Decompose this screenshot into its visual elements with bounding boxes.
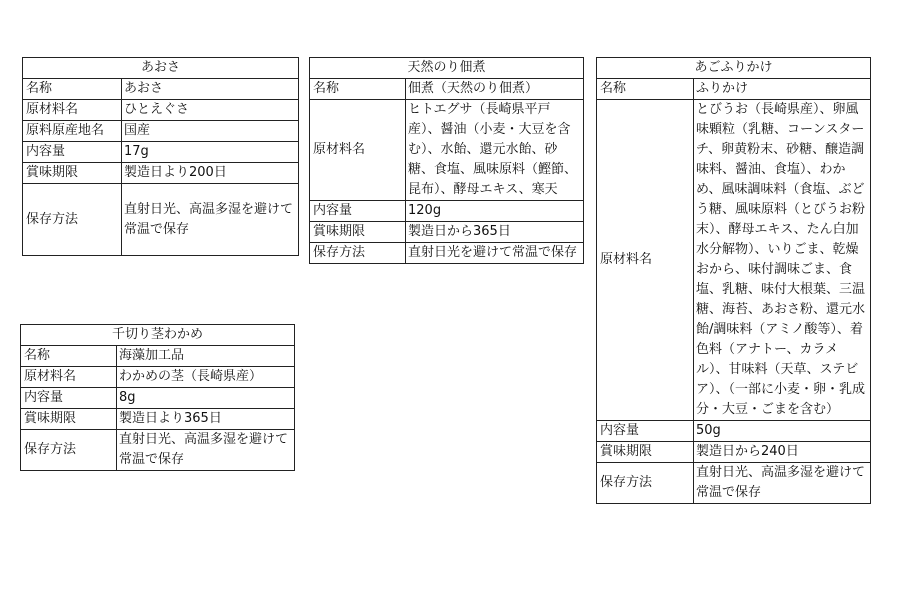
row-value: 製造日から240日	[694, 442, 871, 463]
row-label: 保存方法	[597, 463, 694, 504]
row-value: あおさ	[122, 79, 299, 100]
table-row	[310, 243, 584, 264]
row-value: ふりかけ	[694, 79, 871, 100]
row-value: 直射日光、高温多湿を避けて常温で保存	[694, 463, 871, 504]
row-value: 佃煮（天然のり佃煮）	[406, 79, 584, 100]
table-row	[23, 142, 299, 163]
row-value: 120g	[406, 201, 584, 222]
row-label: 原材料名	[21, 367, 117, 388]
row-value: 製造日から365日	[406, 222, 584, 243]
wakame-label-table	[20, 324, 295, 471]
table-title: あごふりかけ	[597, 58, 871, 79]
row-label: 保存方法	[21, 430, 117, 471]
table-row	[597, 463, 871, 504]
row-value: 国産	[122, 121, 299, 142]
table-row	[597, 442, 871, 463]
row-value: ヒトエグサ（長崎県平戸産）、醤油（小麦・大豆を含む）、水飴、還元水飴、砂糖、食塩、風味原料（鰹節、昆布）、酵母エキス、寒天	[406, 100, 584, 201]
row-label: 原材料名	[310, 100, 406, 201]
table-title: 千切り茎わかめ	[21, 325, 295, 346]
row-label: 賞味期限	[21, 409, 117, 430]
row-value: 製造日より200日	[122, 163, 299, 184]
row-value: 直射日光、高温多湿を避けて常温で保存	[122, 184, 299, 256]
table-row	[23, 79, 299, 100]
row-value: 海藻加工品	[117, 346, 295, 367]
row-value: ひとえぐさ	[122, 100, 299, 121]
table-title: あおさ	[23, 58, 299, 79]
row-value: 製造日より365日	[117, 409, 295, 430]
table-row	[21, 409, 295, 430]
row-label: 賞味期限	[597, 442, 694, 463]
row-value: 50g	[694, 421, 871, 442]
table-row	[21, 346, 295, 367]
row-label: 内容量	[597, 421, 694, 442]
ago-label-table	[596, 57, 871, 504]
row-value: 8g	[117, 388, 295, 409]
table-row	[597, 79, 871, 100]
row-label: 保存方法	[23, 184, 122, 256]
row-label: 名称	[21, 346, 117, 367]
row-label: 内容量	[310, 201, 406, 222]
row-value: 直射日光、高温多湿を避けて常温で保存	[117, 430, 295, 471]
row-label: 名称	[310, 79, 406, 100]
row-label: 名称	[23, 79, 122, 100]
row-value: とびうお（長崎県産）、卵風味顆粒（乳糖、コーンスターチ、卵黄粉末、砂糖、醸造調味料、醤油、食塩）、わかめ、風味調味料（食塩、ぶどう糖、風味原料（とびうお粉末）、酵母エキス、たん白加水分解物）、いりごま、乾燥おから、味付調味ごま、食塩、乳糖、味付大根葉、三温糖、海苔、あおさ粉、還元水飴/調味料（アミノ酸等）、着色料（アナトー、カラメル）、甘味料（天草、ステビア）、（一部に小麦・卵・乳成分・大豆・ごまを含む）	[694, 100, 871, 421]
row-label: 内容量	[21, 388, 117, 409]
row-label: 内容量	[23, 142, 122, 163]
table-row	[21, 367, 295, 388]
table-row	[597, 100, 871, 421]
nori-label-table	[309, 57, 584, 264]
table-row	[310, 79, 584, 100]
table-row	[21, 388, 295, 409]
table-row	[310, 201, 584, 222]
aosa-label-table	[22, 57, 299, 256]
row-label: 賞味期限	[23, 163, 122, 184]
row-label: 保存方法	[310, 243, 406, 264]
table-row	[23, 100, 299, 121]
table-row	[597, 421, 871, 442]
table-row	[310, 100, 584, 201]
table-row	[23, 163, 299, 184]
row-value: 17g	[122, 142, 299, 163]
table-row	[310, 222, 584, 243]
row-label: 原材料名	[597, 100, 694, 421]
row-label: 名称	[597, 79, 694, 100]
table-row	[23, 184, 299, 256]
row-label: 原材料名	[23, 100, 122, 121]
table-title: 天然のり佃煮	[310, 58, 584, 79]
row-label: 賞味期限	[310, 222, 406, 243]
row-value: 直射日光を避けて常温で保存	[406, 243, 584, 264]
row-label: 原料原産地名	[23, 121, 122, 142]
row-value: わかめの茎（長崎県産）	[117, 367, 295, 388]
table-row	[21, 430, 295, 471]
table-row	[23, 121, 299, 142]
